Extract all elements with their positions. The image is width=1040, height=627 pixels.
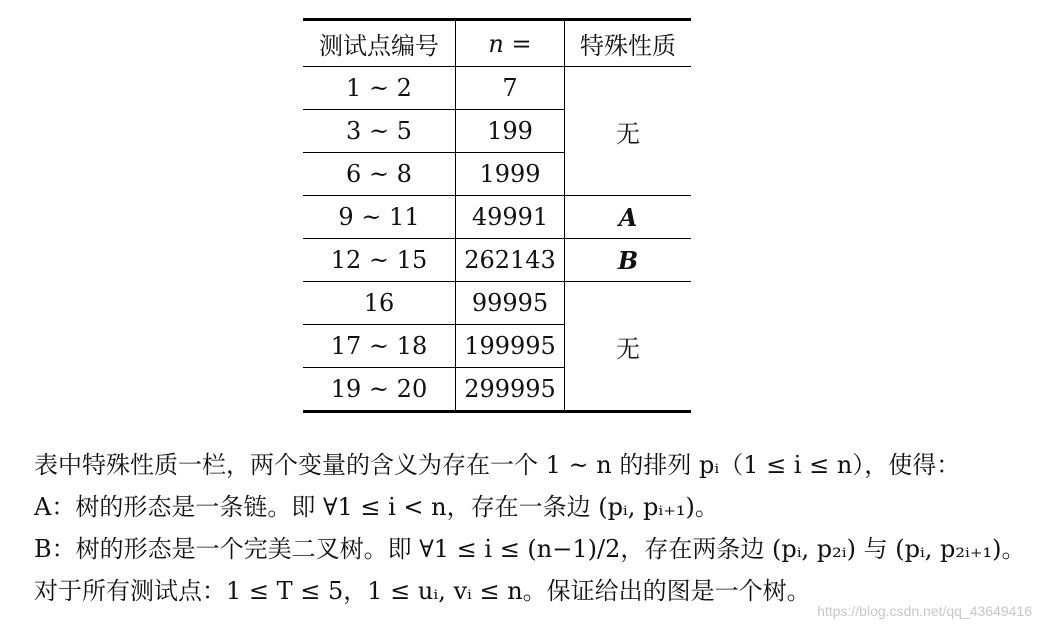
cell-n: 199 [456, 110, 565, 153]
cell-n: 262143 [456, 239, 565, 282]
cell-property: B [565, 239, 692, 282]
cell-range: 6 ~ 8 [303, 153, 456, 196]
cell-range: 17 ~ 18 [303, 325, 456, 368]
cell-range: 19 ~ 20 [303, 368, 456, 412]
cell-range: 16 [303, 282, 456, 325]
constraints-table [303, 18, 691, 413]
constraints-table-container [303, 18, 689, 413]
cell-n: 99995 [456, 282, 565, 325]
header-test-id: 测试点编号 [303, 20, 456, 67]
cell-property: 无 [565, 67, 692, 196]
note-general-constraints: 对于所有测试点：1 ≤ T ≤ 5，1 ≤ uᵢ, vᵢ ≤ n。保证给出的图是一个树。 [34, 577, 811, 605]
cell-n: 49991 [456, 196, 565, 239]
cell-range: 12 ~ 15 [303, 239, 456, 282]
cell-range: 1 ~ 2 [303, 67, 456, 110]
table-row [303, 67, 691, 110]
note-explanation: 表中特殊性质一栏，两个变量的含义为存在一个 1 ~ n 的排列 pᵢ（1 ≤ i ≤ n），使得： [34, 451, 961, 479]
table-header-row [303, 20, 691, 67]
cell-property: 无 [616, 334, 640, 363]
cell-n: 7 [456, 67, 565, 110]
note-property-a: A：树的形态是一条链。即 ∀1 ≤ i < n，存在一条边 (pᵢ, pᵢ₊₁)。 [34, 493, 719, 521]
table-row [303, 282, 691, 325]
cell-n: 299995 [456, 368, 565, 412]
cell-n: 1999 [456, 153, 565, 196]
cell-n: 199995 [456, 325, 565, 368]
note-property-b: B：树的形态是一个完美二叉树。即 ∀1 ≤ i ≤ (n−1)/2，存在两条边 (pᵢ, p₂ᵢ) 与 (pᵢ, p₂ᵢ₊₁)。 [34, 535, 1026, 563]
table-row [303, 196, 691, 239]
header-property: 特殊性质 [565, 20, 692, 67]
cell-range: 3 ~ 5 [303, 110, 456, 153]
cell-property: A [565, 196, 692, 239]
notes-section [34, 444, 1034, 612]
table-row [303, 239, 691, 282]
cell-range: 9 ~ 11 [303, 196, 456, 239]
header-n: n = [456, 20, 565, 67]
watermark-text: https://blog.csdn.net/qq_43649416 [817, 603, 1032, 619]
